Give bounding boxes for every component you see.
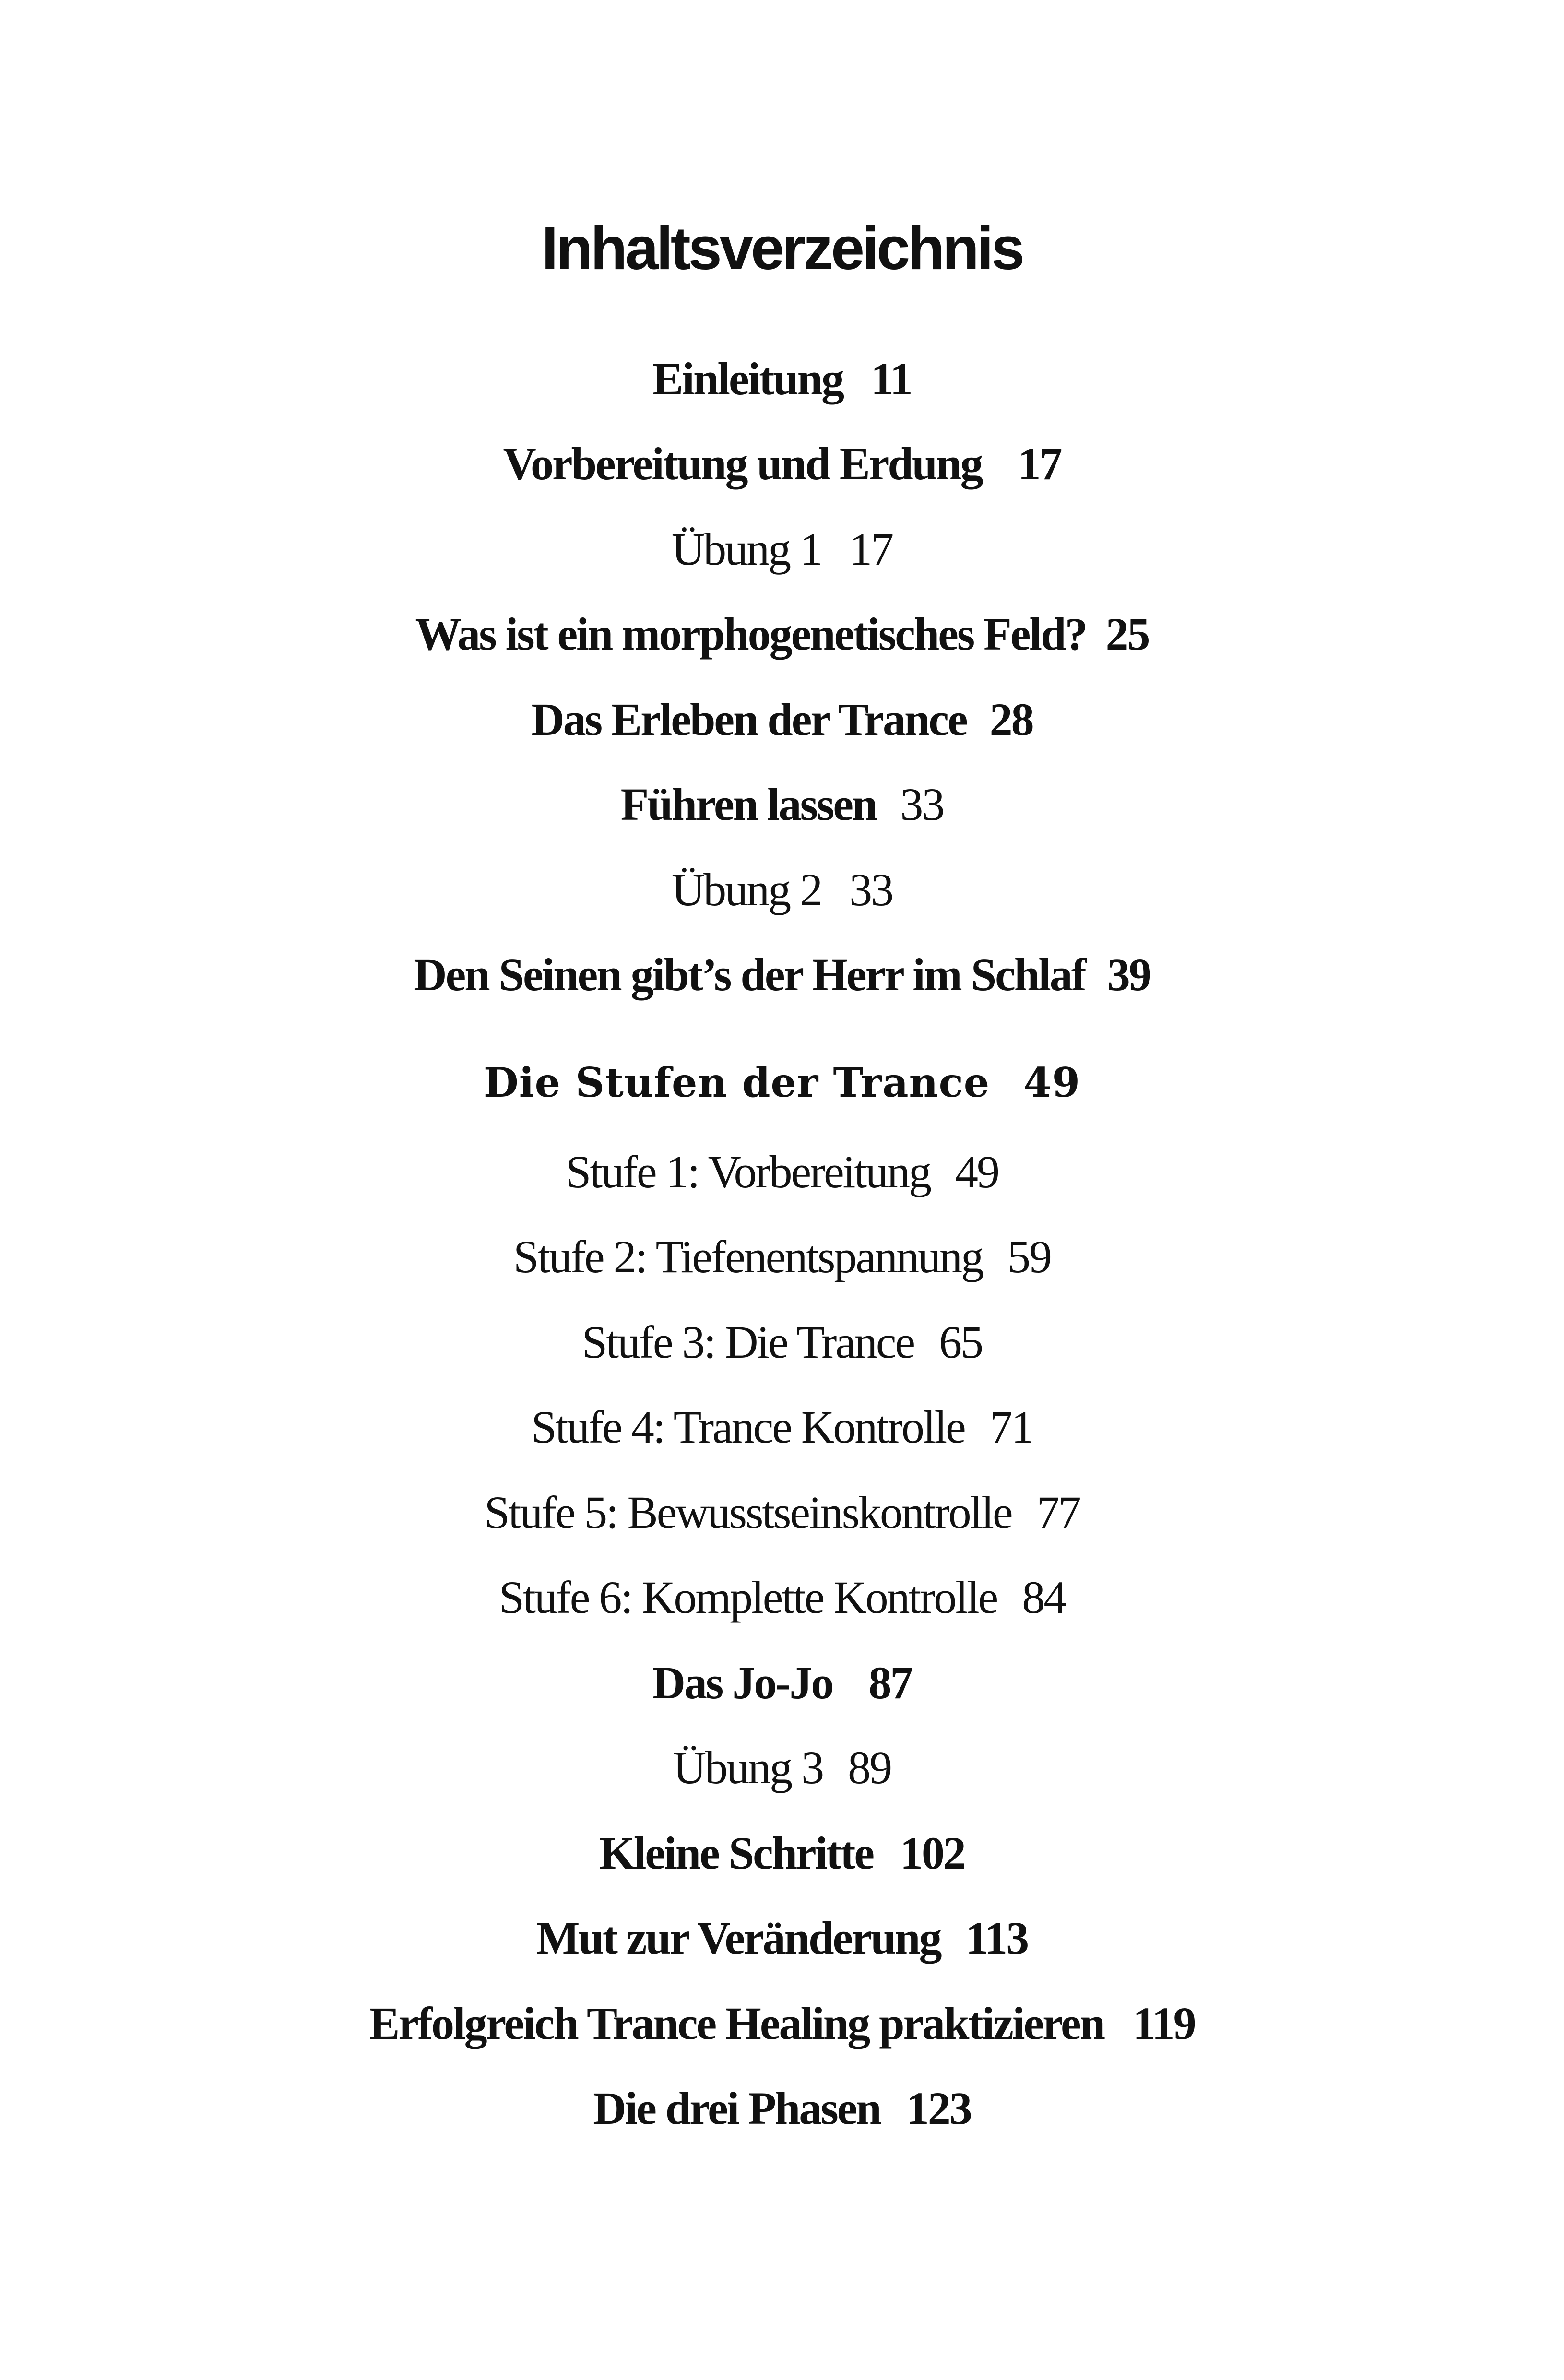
toc-entry-kleine-schritte [0, 1827, 1564, 1879]
toc-entry-label: Einleitung [652, 353, 843, 404]
toc-entry-page: 123 [906, 2083, 971, 2134]
toc-entry-page: 113 [965, 1912, 1028, 1964]
toc-entry-stufe-2 [0, 1231, 1564, 1282]
toc-entry-label: Übung 3 [673, 1742, 823, 1793]
toc-entry-vorbereitung-und-erdung [0, 438, 1564, 489]
toc-entry-stufe-3 [0, 1316, 1564, 1368]
toc-entry-page: 77 [1036, 1487, 1080, 1538]
toc-entry-page: 102 [900, 1827, 965, 1879]
toc-entry-stufe-6 [0, 1572, 1564, 1623]
toc-entry-label: Die drei Phasen [593, 2083, 880, 2134]
toc-entry-stufe-1 [0, 1146, 1564, 1197]
toc-entry-label: Das Erleben der Trance [531, 694, 967, 745]
toc-entry-page: 84 [1022, 1572, 1066, 1623]
toc-entry-page: 25 [1105, 608, 1149, 660]
toc-entry-label: Stufe 6: Komplette Kontrolle [498, 1572, 997, 1623]
toc-entry-page: 17 [849, 523, 893, 575]
toc-entry-uebung-3 [0, 1742, 1564, 1793]
toc-entry-page: 119 [1132, 1998, 1195, 2049]
toc-entry-uebung-1 [0, 523, 1564, 575]
toc-entry-label: Stufe 3: Die Trance [581, 1316, 914, 1368]
toc-entry-label: Führen lassen [620, 779, 877, 830]
toc-entry-label: Stufe 1: Vorbereitung [565, 1146, 931, 1197]
toc-entry-page: 71 [989, 1401, 1033, 1453]
toc-entry-label: Das Jo-Jo [652, 1657, 833, 1708]
toc-entry-label: Stufe 5: Bewusstseinskontrolle [484, 1487, 1012, 1538]
toc-entry-page: 87 [868, 1657, 912, 1708]
toc-entry-trance-healing-praktizieren [0, 1998, 1564, 2049]
toc-entry-label: Stufe 4: Trance Kontrolle [531, 1401, 965, 1453]
toc-entry-page: 49 [1023, 1059, 1081, 1106]
toc-entry-fuehren-lassen [0, 781, 1564, 828]
toc-entry-stufen-der-trance [0, 1059, 1564, 1106]
toc-entry-page: 17 [1018, 438, 1061, 489]
toc-entry-das-jo-jo [0, 1657, 1564, 1708]
toc-entry-page: 59 [1007, 1231, 1051, 1282]
toc-entry-label: Den Seinen gibt’s der Herr im Schlaf [414, 949, 1085, 1000]
toc-entry-die-drei-phasen [0, 2083, 1564, 2134]
toc-entry-label: Stufe 2: Tiefenentspannung [513, 1231, 983, 1282]
toc-entry-page: 33 [849, 864, 893, 915]
toc-entry-page: 65 [939, 1316, 983, 1368]
toc-entry-label: Vorbereitung und Erdung [503, 438, 982, 489]
toc-entry-stufe-5 [0, 1487, 1564, 1538]
toc-entry-label: Übung 2 [671, 864, 822, 915]
toc-entry-label: Die Stufen der Trance [483, 1059, 990, 1106]
toc-entry-page: 49 [955, 1146, 999, 1197]
toc-entry-label: Erfolgreich Trance Healing praktizieren [369, 1998, 1104, 2049]
toc-entry-stufe-4 [0, 1401, 1564, 1453]
toc-entry-page: 39 [1107, 949, 1150, 1000]
toc-entry-label: Mut zur Veränderung [536, 1912, 941, 1964]
toc-entry-page: 28 [989, 694, 1033, 745]
toc-entry-page: 89 [848, 1742, 891, 1793]
toc-entry-label: Übung 1 [671, 523, 822, 575]
page-title: Inhaltsverzeichnis [541, 214, 1023, 282]
toc-entry-label: Was ist ein morphogenetisches Feld? [415, 608, 1087, 660]
toc-entry-erleben-der-trance [0, 694, 1564, 745]
toc-entry-den-seinen [0, 949, 1564, 1000]
toc-entry-morphogenetisches-feld [0, 608, 1564, 660]
toc-entry-mut-zur-veraenderung [0, 1912, 1564, 1964]
toc-entry-page: 33 [900, 779, 944, 830]
toc-entry-einleitung [0, 353, 1564, 404]
toc-entry-page: 11 [871, 353, 912, 404]
toc-entry-label: Kleine Schritte [599, 1827, 873, 1879]
toc-entry-uebung-2 [0, 864, 1564, 915]
